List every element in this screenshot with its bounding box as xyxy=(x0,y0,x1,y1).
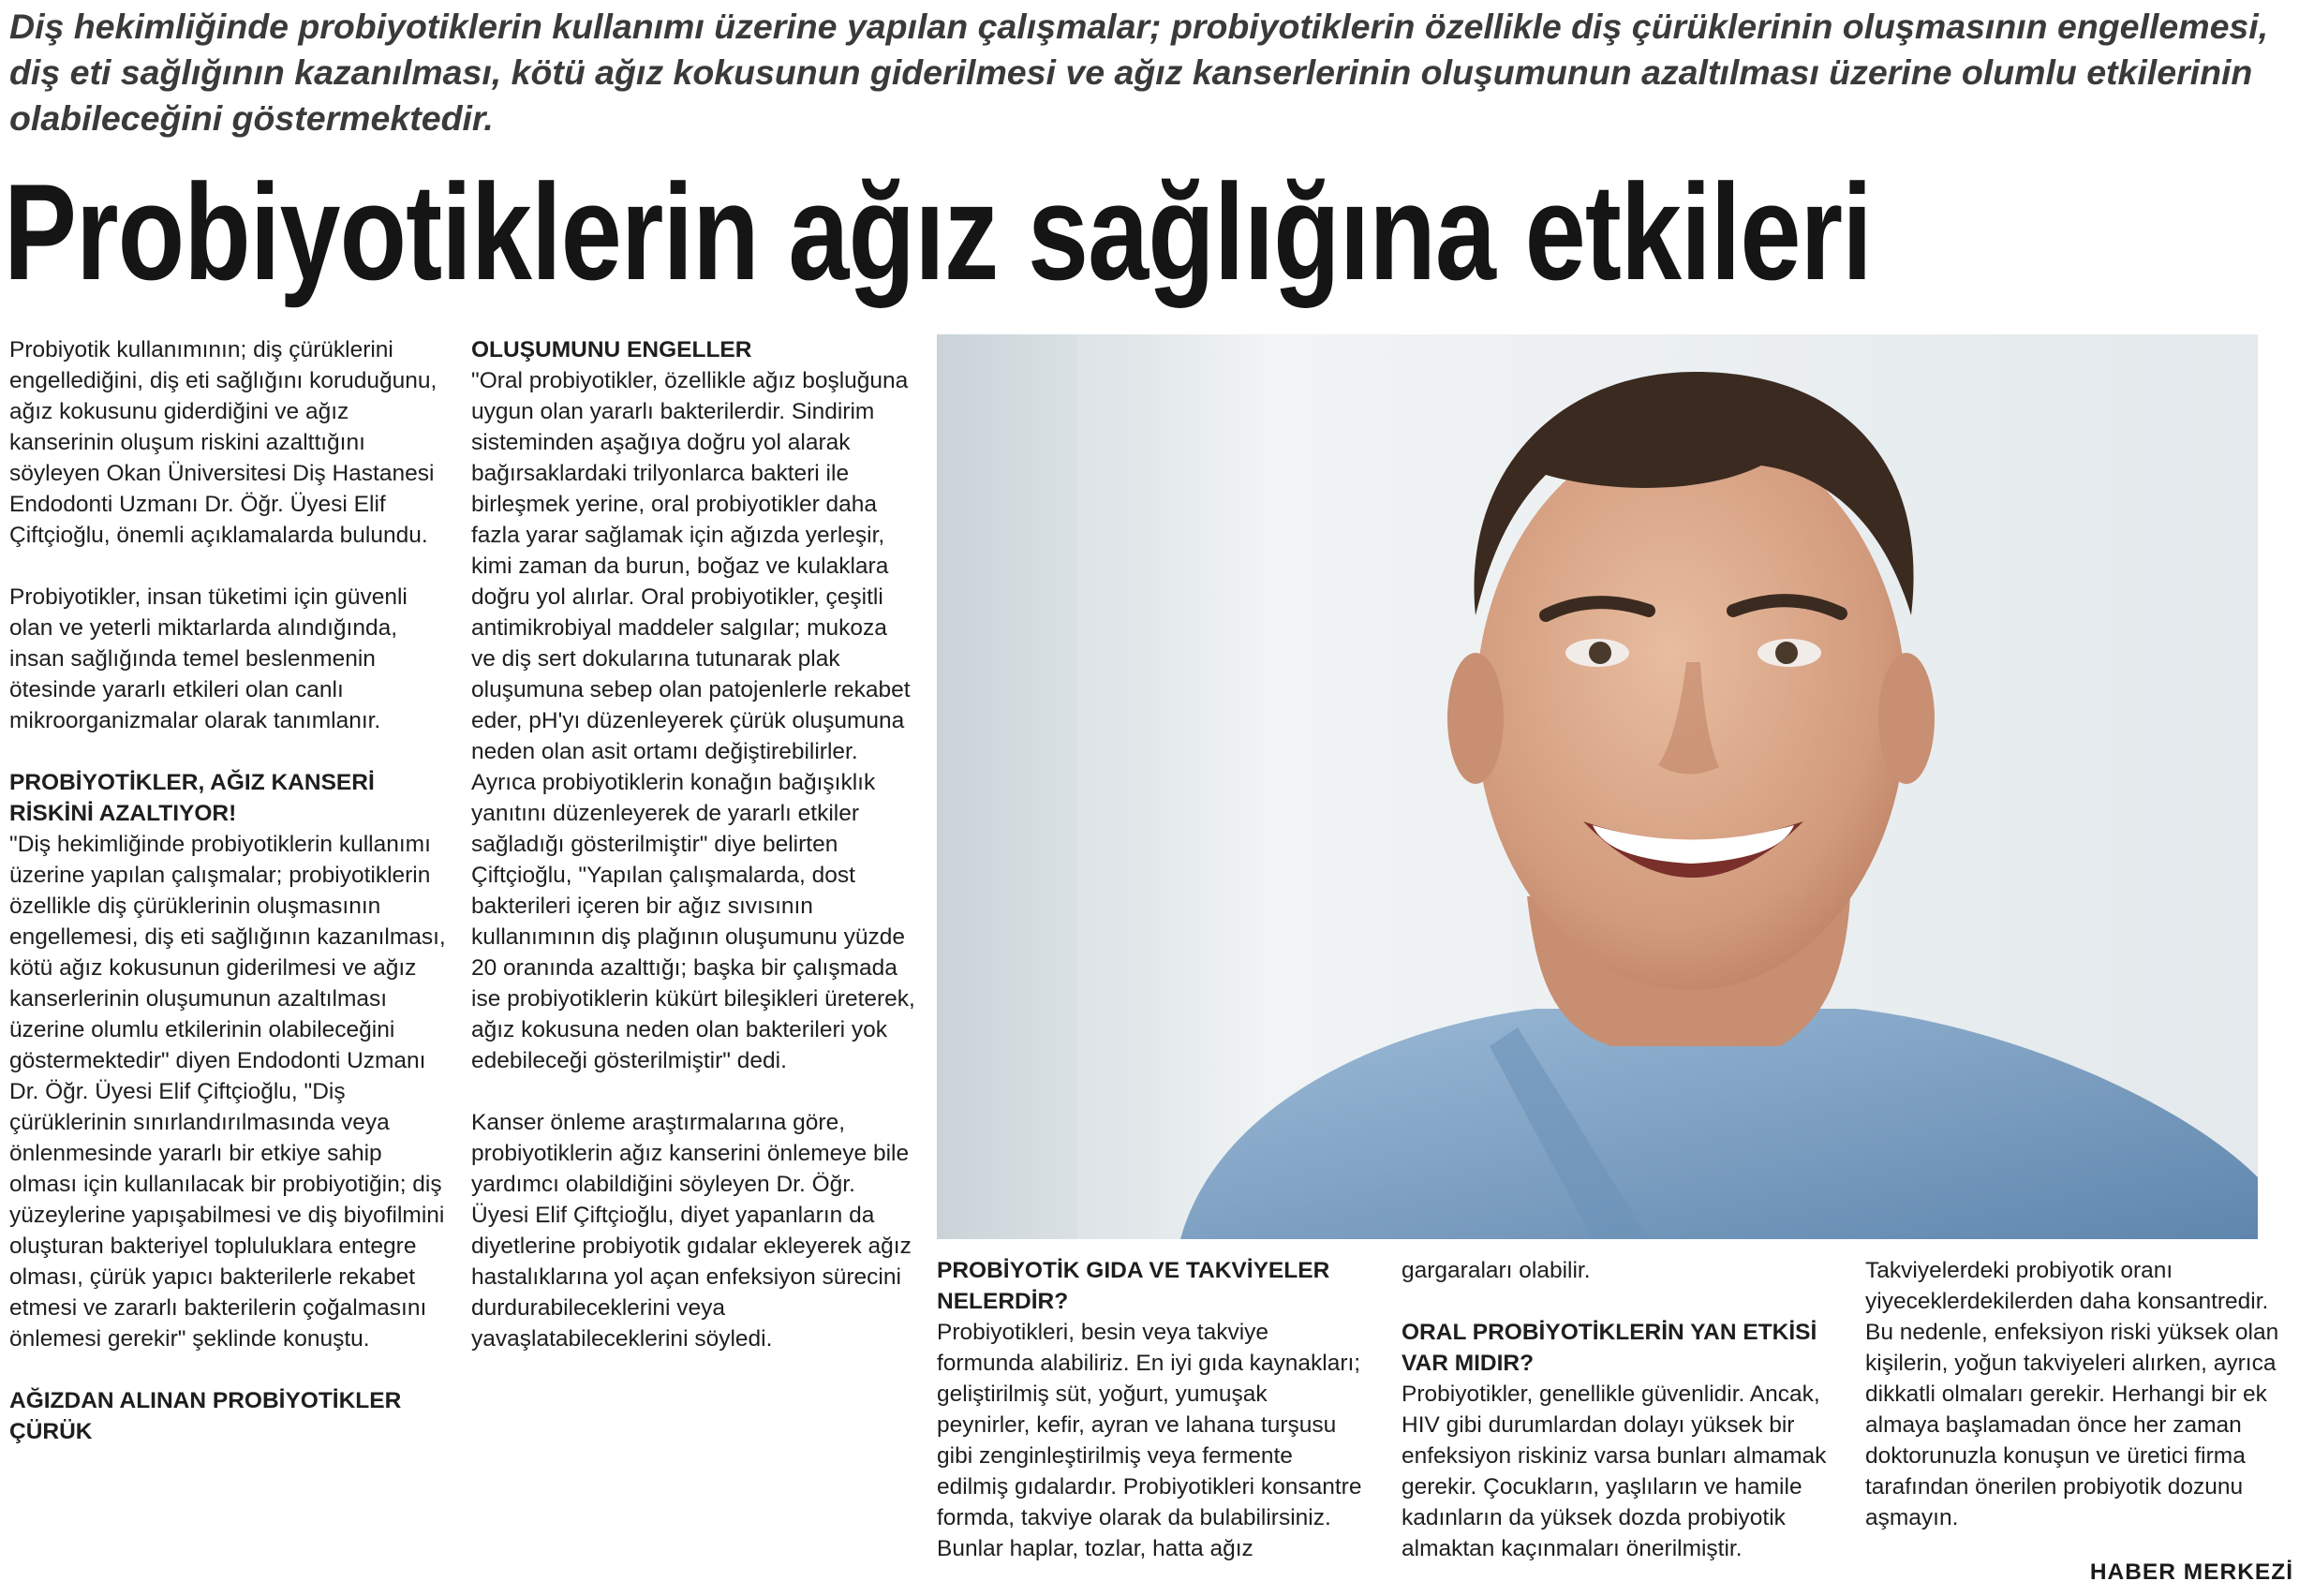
paragraph: Takviyelerdeki probiyotik oranı yiyeceklerdekilerden daha konsantredir. Bu nedenle, enfeksiyon riski yüksek olan kişilerin, yoğun takviyeleri alırken, ayrıca dikkatli olmaları gerekir. Herhangi bir ek almaya başlamadan önce her zaman doktorunuzla konuşun ve üretici firma tarafından önerilen probiyotik dozunu aşmayın. xyxy=(1865,1258,2279,1530)
column-4 xyxy=(1402,1255,1847,1564)
subheading: ORAL PROBİYOTİKLERİN YAN ETKİSİ VAR MIDIR? xyxy=(1402,1320,1817,1376)
paragraph: Probiyotik kullanımının; diş çürüklerini engellediğini, diş eti sağlığını koruduğunu, ağız kokusunu giderdiğini ve ağız kanserinin oluşum riskini azalttığını söyleyen Okan Üniversitesi Diş Hastanesi Endodonti Uzmanı Dr. Öğr. Üyesi Elif Çiftçioğlu, önemli açıklamalarda bulundu. xyxy=(9,337,438,548)
paragraph: "Diş hekimliğinde probiyotiklerin kullanımı üzerine yapılan çalışmalar; probiyotiklerin özellikle diş çürüklerinin oluşmasının engellemesi, diş eti sağlığının kazanılması, kötü ağız kokusunun giderilmesi ve ağız kanserlerinin oluşumunun azaltılması üzerine olumlu etkilerinin olabileceğini göstermektedir" diyen Endodonti Uzmanı Dr. Öğr. Üyesi Elif Çiftçioğlu, "Diş çürüklerinin sınırlandırılmasında veya önlenmesinde yararlı bir etkiye sahip olması için kullanılacak bir probiyotiğin; diş yüzeylerine yapışabilmesi ve diş biyofilmini oluşturan bakteriyel topluluklara entegre olması, çürük yapıcı bakterilerle rekabet etmesi ve zararlı bakterilerin çoğalmasını önlemesi gerekir" şeklinde konuştu. xyxy=(9,832,446,1352)
column-2 xyxy=(471,334,916,1354)
spot-summary: Diş hekimliğinde probiyotiklerin kullanımı üzerine yapılan çalışmalar; probiyotiklerin özellikle diş çürüklerinin oluşmasının engellemesi, diş eti sağlığının kazanılması, kötü ağız kokusunun giderilmesi ve ağız kanserlerinin oluşumunun azaltılması üzerine olumlu etkilerinin olabileceğini göstermektedir. xyxy=(9,7,2269,138)
column-5 xyxy=(1865,1255,2296,1533)
paragraph: Probiyotikleri, besin veya takviye formunda alabiliriz. En iyi gıda kaynakları; geliştirilmiş süt, yoğurt, yumuşak peynirler, kefir, ayran ve lahana turşusu gibi zenginleştirilmiş veya fermente edilmiş gıdalardır. Probiyotikleri konsantre formda, takviye olarak da bulabilirsiniz. Bunlar haplar, tozlar, hatta ağız xyxy=(937,1320,1362,1561)
paragraph: Probiyotikler, genellikle güvenlidir. Ancak, HIV gibi durumlardan dolayı yüksek bir enfeksiyon riskiniz varsa bunları almamak gerekir. Çocukların, yaşlıların ve hamile kadınların da yüksek dozda probiyotik almaktan kaçınmaları önerilmiştir. xyxy=(1402,1382,1827,1561)
column-1 xyxy=(9,334,450,1447)
subheading: AĞIZDAN ALINAN PROBİYOTİKLER ÇÜRÜK xyxy=(9,1388,402,1444)
column-3 xyxy=(937,1255,1363,1564)
subheading: OLUŞUMUNU ENGELLER xyxy=(471,337,752,362)
subheading: PROBİYOTİKLER, AĞIZ KANSERİ RİSKİNİ AZALTIYOR! xyxy=(9,770,375,826)
photo-illustration xyxy=(937,334,2258,1239)
smiling-man-photo xyxy=(937,334,2258,1239)
byline: HABER MERKEZİ xyxy=(2089,1559,2293,1585)
paragraph: Kanser önleme araştırmalarına göre, probiyotiklerin ağız kanserini önlemeye bile yardımcı olabildiğini söyleyen Dr. Öğr. Üyesi Elif Çiftçioğlu, diyet yapanların da diyetlerine probiyotik gıdalar ekleyerek ağız hastalıklarına yol açan enfeksiyon sürecini durdurabileceklerini veya yavaşlatabileceklerini söyledi. xyxy=(471,1110,912,1352)
paragraph: "Oral probiyotikler, özellikle ağız boşluğuna uygun olan yararlı bakterilerdir. Sindirim sisteminden aşağıya doğru yol alarak bağırsaklardaki trilyonlarca bakteri ile birleşmek yerine, oral probiyotikler daha fazla yarar sağlamak için ağızda yerleşir, kimi zaman da burun, boğaz ve kulaklara doğru yol alırlar. Oral probiyotikler, çeşitli antimikrobiyal maddeler salgılar; mukoza ve diş sert dokularına tutunarak plak oluşumuna sebep olan patojenlerle rekabet eder, pH'yı düzenleyerek çürük oluşumuna neden olan asit ortamı değiştirebilirler. Ayrıca probiyotiklerin konağın bağışıklık yanıtını düzenleyerek de yararlı etkiler sağladığı gösterilmiştir" diye belirten Çiftçioğlu, "Yapılan çalışmalarda, dost bakterileri içeren bir ağız sıvısının kullanımının diş plağının oluşumunu yüzde 20 oranında azalttığı; başka bir çalışmada ise probiyotiklerin kükürt bileşikleri üreterek, ağız kokusuna neden olan bakterileri yok edebileceği gösterilmiştir" dedi. xyxy=(471,368,915,1073)
paragraph: Probiyotikler, insan tüketimi için güvenli olan ve yeterli miktarlarda alındığında, insan sağlığında temel beslenmenin ötesinde yararlı etkileri olan canlı mikroorganizmalar olarak tanımlanır. xyxy=(9,584,408,733)
headline: Probiyotiklerin ağız sağlığına etkileri xyxy=(4,155,1872,308)
subheading: PROBİYOTİK GIDA VE TAKVİYELER NELERDİR? xyxy=(937,1258,1330,1314)
paragraph: gargaraları olabilir. xyxy=(1402,1258,1591,1283)
